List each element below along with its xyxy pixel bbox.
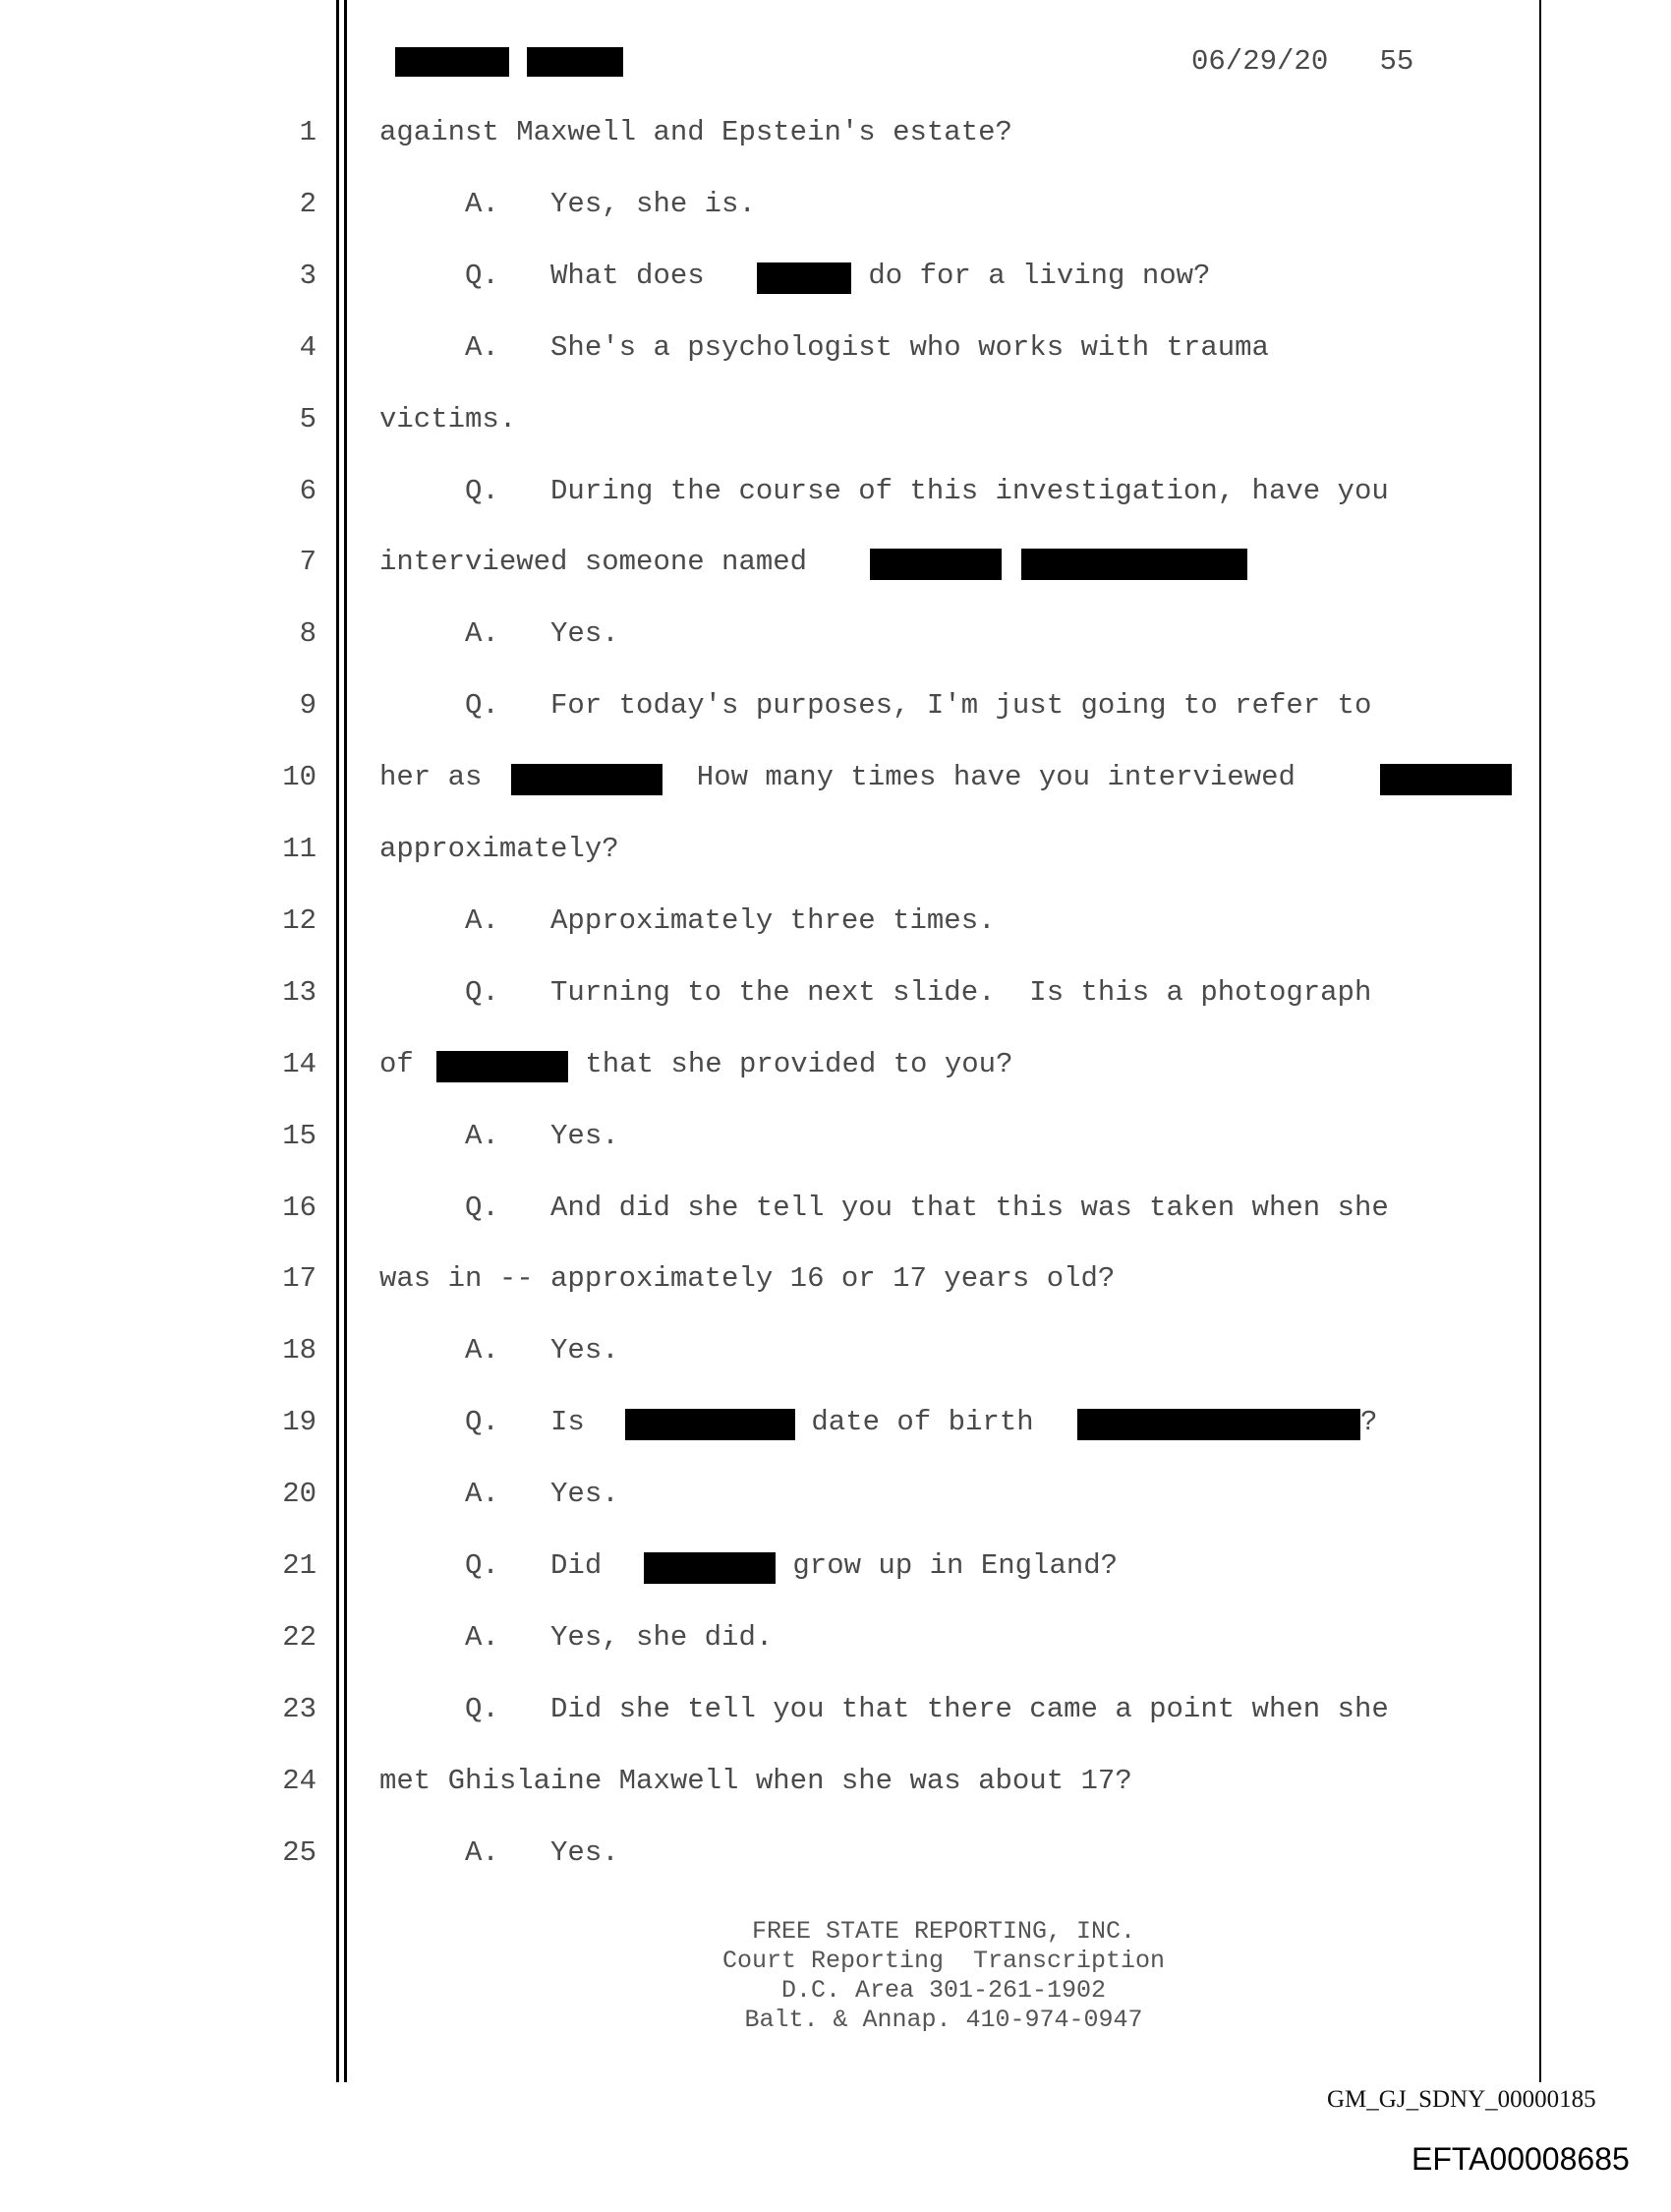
line-text: Q. Turning to the next slide. Is this a photograph	[379, 976, 1372, 1009]
line-text: Q. During the course of this investigation, have you	[379, 475, 1389, 507]
line-number: 21	[282, 1549, 317, 1582]
line-number: 11	[282, 833, 317, 865]
redaction-block	[870, 549, 1002, 580]
line-text: A. Yes.	[379, 1836, 619, 1869]
footer-services: Court Reporting Transcription	[721, 1947, 1166, 1975]
line-text: met Ghislaine Maxwell when she was about 17?	[379, 1765, 1132, 1797]
line-number: 19	[282, 1406, 317, 1438]
header-redaction-2	[527, 47, 623, 77]
line-number: 9	[299, 689, 317, 722]
line-text: of	[379, 1048, 432, 1080]
line-number: 16	[282, 1192, 317, 1224]
line-text: her as	[379, 761, 499, 793]
line-text: A. Yes, she did.	[379, 1621, 774, 1654]
line-text: Q. For today's purposes, I'm just going to refer to	[379, 689, 1372, 722]
left-margin-rule-inner	[344, 0, 347, 2082]
line-number: 13	[282, 976, 317, 1009]
footer-company: FREE STATE REPORTING, INC.	[751, 1917, 1136, 1946]
line-text: do for a living now?	[851, 260, 1211, 292]
line-text: against Maxwell and Epstein's estate?	[379, 116, 1012, 148]
line-text: victims.	[379, 403, 517, 436]
page-number: 55	[1379, 45, 1414, 78]
line-number: 3	[299, 260, 317, 292]
line-text: date of birth	[794, 1406, 1052, 1438]
header-redaction-1	[395, 47, 509, 77]
line-number: 22	[282, 1621, 317, 1654]
line-number: 23	[282, 1693, 317, 1725]
line-text: A. Yes.	[379, 1334, 619, 1367]
line-text: approximately?	[379, 833, 619, 865]
line-text: A. Approximately three times.	[379, 904, 996, 937]
efta-number: EFTA00008685	[1412, 2141, 1630, 2177]
line-number: 1	[299, 116, 317, 148]
line-number: 14	[282, 1048, 317, 1080]
line-text: A. She's a psychologist who works with trauma	[379, 331, 1269, 364]
bates-number: GM_GJ_SDNY_00000185	[1327, 2086, 1596, 2113]
line-number: 20	[282, 1478, 317, 1510]
line-number: 7	[299, 546, 317, 578]
line-text: that she provided to you?	[568, 1048, 1013, 1080]
line-text: A. Yes.	[379, 1478, 619, 1510]
redaction-block	[436, 1051, 568, 1082]
redaction-block	[625, 1409, 795, 1440]
line-text: was in -- approximately 16 or 17 years old?	[379, 1262, 1116, 1295]
line-number: 25	[282, 1836, 317, 1869]
line-text: Q. And did she tell you that this was taken when she	[379, 1192, 1389, 1224]
reporter-footer	[550, 1917, 1337, 2035]
right-margin-rule	[1539, 0, 1541, 2082]
line-text: Q. Is	[379, 1406, 603, 1438]
redaction-block	[511, 764, 663, 795]
line-text	[1003, 546, 1019, 579]
redaction-block	[1077, 1409, 1360, 1440]
line-text: Q. Did she tell you that there came a point when she	[379, 1693, 1389, 1725]
line-number: 2	[299, 188, 317, 220]
line-text: A. Yes.	[379, 617, 619, 650]
footer-balt-phone: Balt. & Annap. 410-974-0947	[744, 2006, 1143, 2034]
line-number: 10	[282, 761, 317, 793]
line-number: 15	[282, 1120, 317, 1152]
line-text: A. Yes, she is.	[379, 188, 756, 220]
redaction-block	[1380, 764, 1512, 795]
line-text: How many times have you interviewed	[663, 761, 1313, 793]
line-text: interviewed someone named	[379, 546, 825, 578]
line-number: 18	[282, 1334, 317, 1367]
redaction-block	[757, 262, 851, 294]
line-number: 6	[299, 475, 317, 507]
footer-dc-phone: D.C. Area 301-261-1902	[780, 1976, 1107, 2005]
line-number: 24	[282, 1765, 317, 1797]
page-header	[1191, 45, 1413, 79]
line-number: 4	[299, 331, 317, 364]
left-margin-rule-outer	[336, 0, 339, 2082]
line-number: 17	[282, 1262, 317, 1295]
line-text: grow up in England?	[776, 1549, 1119, 1582]
line-number: 12	[282, 904, 317, 937]
redaction-block	[644, 1552, 776, 1584]
line-number: 8	[299, 617, 317, 650]
line-text: ?	[1360, 1406, 1378, 1438]
line-text: Q. Did	[379, 1549, 619, 1582]
line-text: Q. What does	[379, 260, 722, 292]
line-text: A. Yes.	[379, 1120, 619, 1152]
line-number: 5	[299, 403, 317, 436]
header-date: 06/29/20	[1191, 45, 1329, 78]
redaction-block	[1021, 549, 1247, 580]
